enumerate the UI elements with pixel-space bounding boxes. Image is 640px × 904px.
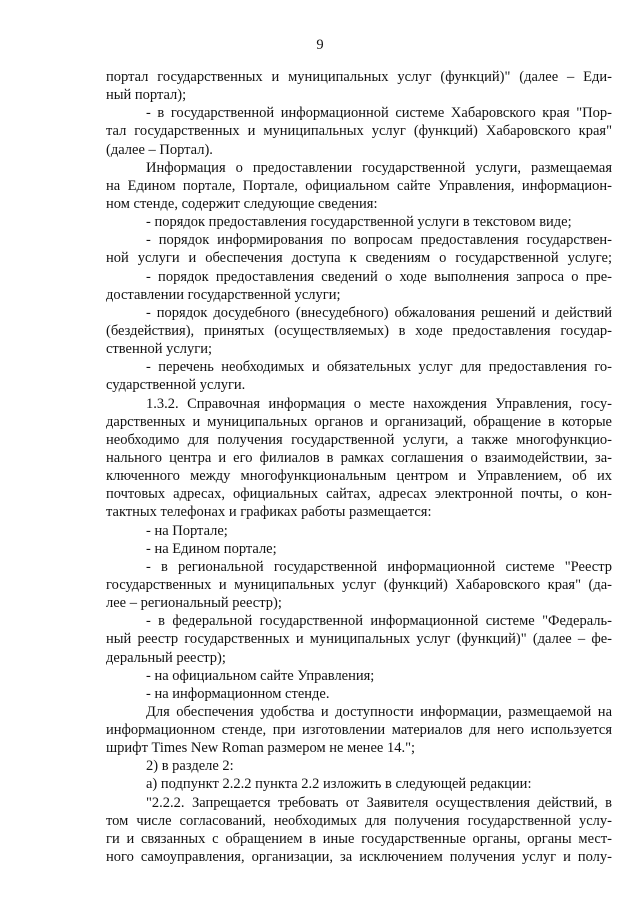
- text-line: ном стенде, содержит следующие сведения:: [106, 195, 378, 212]
- text-line: тактных телефонах и графиках работы размещается:: [106, 504, 432, 521]
- text-line: (далее – Портал).: [106, 141, 213, 158]
- text-line: - на Едином портале;: [146, 540, 277, 557]
- text-line: "2.2.2. Запрещается требовать от Заявителя осуществления действий, в: [146, 794, 612, 811]
- text-line: - в государственной информационной системе Хабаровского края "Пор-: [146, 105, 612, 122]
- text-line: ного самоуправления, организации, за исключением получения услуг и полу-: [106, 849, 612, 866]
- text-line: на Едином портале, Портале, официальном сайте Управления, информацион-: [106, 177, 612, 194]
- text-line: необходимо для получения государственной услуги, а также многофункцио-: [106, 431, 612, 448]
- text-line: ный реестр государственных и муниципальных услуг (функций)" (далее – фе-: [106, 631, 612, 648]
- text-line: лее – региональный реестр);: [106, 595, 282, 612]
- text-line: - порядок предоставления сведений о ходе выполнения запроса о пре-: [146, 268, 612, 285]
- text-line: а) подпункт 2.2.2 пункта 2.2 изложить в следующей редакции:: [146, 776, 532, 793]
- text-line: информационном стенде, при изготовлении материалов для него используется: [106, 722, 612, 739]
- text-line: ственной услуги;: [106, 341, 213, 358]
- text-line: Для обеспечения удобства и доступности информации, размещаемой на: [146, 703, 612, 720]
- text-line: 1.3.2. Справочная информация о месте нахождения Управления, госу-: [146, 395, 612, 412]
- text-line: Информация о предоставлении государственной услуги, размещаемая: [146, 159, 612, 176]
- text-line: шрифт Times New Roman размером не менее 14.";: [106, 740, 416, 757]
- text-line: тал государственных и муниципальных услуг (функций) Хабаровского края": [106, 123, 612, 140]
- text-line: ный портал);: [106, 87, 187, 104]
- text-line: - на Портале;: [146, 522, 228, 539]
- text-line: том числе согласований, необходимых для получения государственной услу-: [106, 812, 612, 829]
- text-line: дарственных и муниципальных органов и организаций, обращение в которые: [106, 413, 612, 430]
- text-line: - перечень необходимых и обязательных услуг для предоставления го-: [146, 359, 612, 376]
- text-line: - порядок информирования по вопросам предоставления государствен-: [146, 232, 612, 249]
- page-number: 9: [316, 37, 324, 53]
- text-line: ной услуги и обеспечения доступа к сведениям о государственной услуге;: [106, 250, 612, 267]
- text-line: - на официальном сайте Управления;: [146, 667, 375, 684]
- text-line: доставлении государственной услуги;: [106, 286, 341, 303]
- text-line: нального центра и его филиалов в рамках соглашения о взаимодействии, за-: [106, 449, 612, 466]
- body-text: [106, 68, 612, 866]
- text-line: 2) в разделе 2:: [146, 758, 234, 775]
- text-line: сударственной услуги.: [106, 377, 246, 394]
- text-line: - в федеральной государственной информационной системе "Федераль-: [146, 613, 612, 630]
- text-line: государственных и муниципальных услуг (функций) Хабаровского края" (да-: [106, 576, 612, 593]
- text-line: портал государственных и муниципальных услуг (функций)" (далее – Еди-: [106, 69, 612, 85]
- text-line: - в региональной государственной информационной системе "Реестр: [146, 558, 612, 575]
- text-line: ключенного между многофункциональным центром и Управлением, об их: [106, 468, 612, 485]
- text-line: - порядок досудебного (внесудебного) обжалования решений и действий: [146, 304, 612, 321]
- text-line: деральный реестр);: [106, 649, 226, 666]
- text-line: ги и связанных с обращением в иные государственные органы, органы мест-: [106, 830, 612, 847]
- text-line: (бездействия), принятых (осуществляемых) в ходе предоставления государ-: [106, 322, 612, 339]
- text-line: - на информационном стенде.: [146, 685, 330, 702]
- text-line: - порядок предоставления государственной услуги в текстовом виде;: [146, 214, 572, 231]
- text-line: почтовых адресах, официальных сайтах, адресах электронной почты, о кон-: [106, 486, 612, 503]
